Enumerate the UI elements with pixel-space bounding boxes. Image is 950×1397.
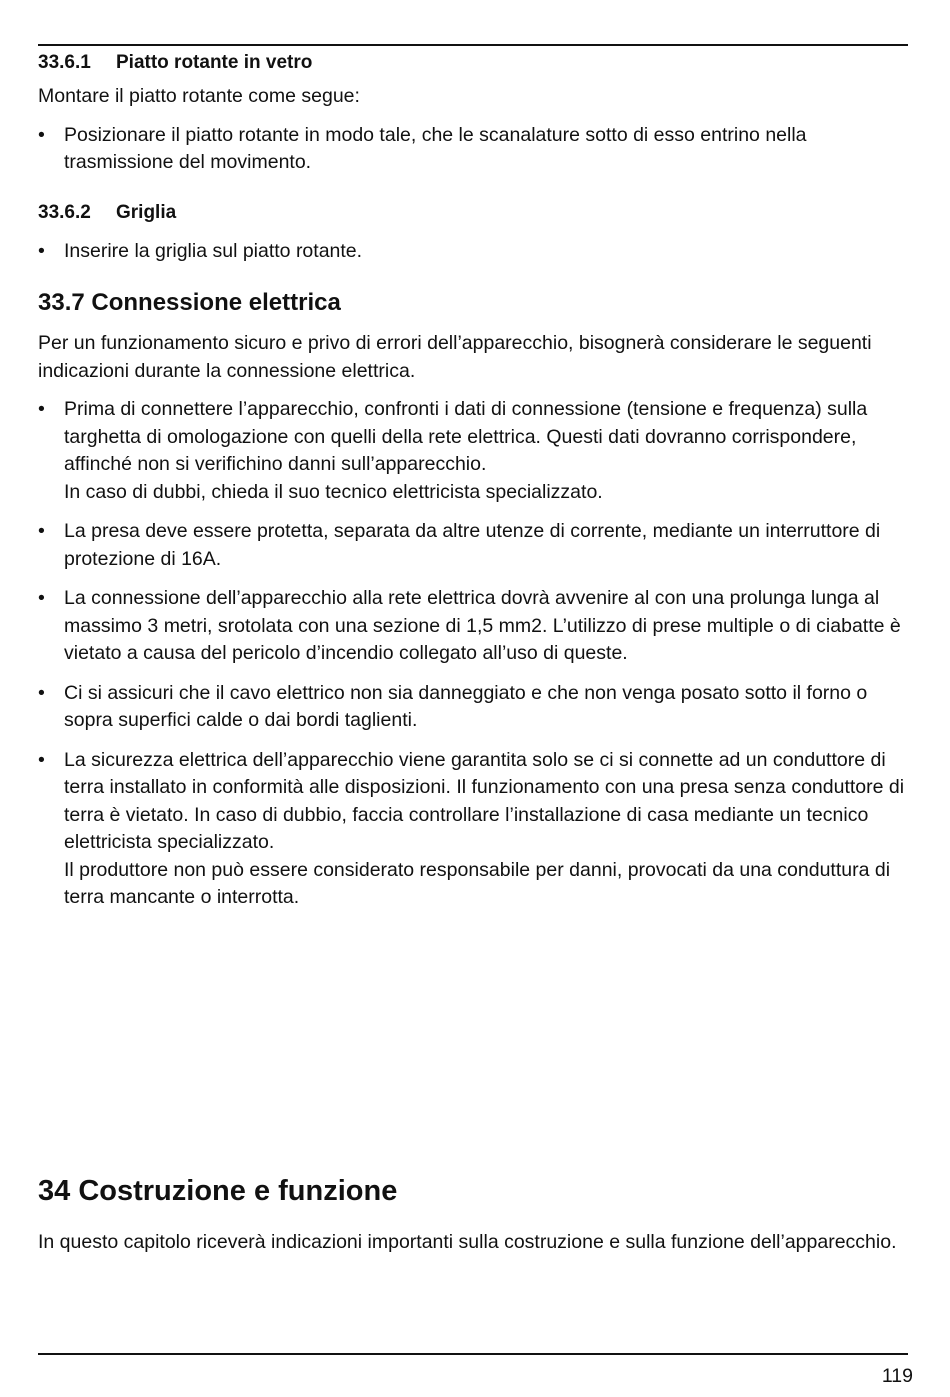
chapter-heading [38,1173,908,1209]
subsection-title: Griglia [116,202,177,223]
section-intro: Montare il piatto rotante come segue: [38,85,360,107]
bullet-item [38,396,908,506]
bullet-list [38,396,908,912]
bullet-text: In caso di dubbi, chieda il suo tecnico elettricista specializzato. [64,480,603,503]
section-33-7 [38,288,908,924]
bullet-text: La connessione dell’apparecchio alla rete elettrica dovrà avvenire al con una prolunga lunga al massimo 3 metri, srotolata con una sezione di 1,5 mm2. L’utilizzo di prese multiple o di ciabatte è vietato a causa del pericolo d’incendio collegato all’uso di queste. [64,587,901,664]
bullet-text: La presa deve essere protetta, separata da altre utenze di corrente, mediante un interruttore di protezione di 16A. [64,520,881,570]
bullet-dot: • [38,748,45,771]
header-rule [38,44,908,46]
bullet-list [38,122,908,177]
bullet-dot: • [38,681,45,704]
chapter-34 [38,1173,908,1257]
bullet-text: La sicurezza elettrica dell’apparecchio viene garantita solo se ci si connette ad un conduttore di terra installato in conformità alle disposizioni. Il funzionamento con una presa senza conduttore di terra è vietato. In caso di dubbio, faccia controllare l’installazione di casa mediante un tecnico elettricista specializzato. [64,748,905,853]
chapter-title: Costruzione e funzione [78,1175,398,1207]
subsection-number: 33.6.2 [38,202,91,223]
bullet-item [38,518,908,573]
bullet-dot: • [38,398,45,420]
subsection-heading [38,51,908,75]
section-heading [38,288,908,318]
page-number: 119 [881,1365,913,1387]
section-33-6-1 [38,51,908,189]
section-number: 33.7 [38,289,85,316]
bullet-text: Il produttore non può essere considerato responsabile per danni, provocati da una conduttura di terra mancante o interrotta. [64,858,891,908]
subsection-title: Piatto rotante in vetro [116,52,313,73]
section-33-6-2 [38,201,908,278]
subsection-heading [38,201,908,225]
chapter-intro: In questo capitolo riceverà indicazioni importanti sulla costruzione e sulla funzione dell’apparecchio. [38,1231,897,1253]
bullet-dot: • [38,520,45,542]
bullet-text: Ci si assicuri che il cavo elettrico non sia danneggiato e che non venga posato sotto il forno o sopra superfici calde o dai bordi taglienti. [64,681,868,731]
bullet-item [38,238,908,266]
bullet-dot: • [38,587,45,609]
bullet-list [38,238,908,266]
bullet-item [38,585,908,668]
subsection-number: 33.6.1 [38,52,91,73]
bullet-item [38,747,908,912]
bullet-text: Prima di connettere l’apparecchio, confronti i dati di connessione (tensione e frequenza) sulla targhetta di omologazione con quelli della rete elettrica. Questi dati dovranno corrispondere, affinché non si verifichino danni sull’apparecchio. [64,398,868,475]
section-intro: Per un funzionamento sicuro e privo di errori dell’apparecchio, bisognerà considerare le seguenti indicazioni durante la connessione elettrica. [38,332,872,382]
chapter-number: 34 [38,1175,71,1207]
bullet-item [38,680,908,735]
bullet-item [38,122,908,177]
footer-rule [38,1353,908,1355]
bullet-text: Inserire la griglia sul piatto rotante. [64,240,363,262]
section-title: Connessione elettrica [91,289,341,316]
bullet-text: Posizionare il piatto rotante in modo tale, che le scanalature sotto di esso entrino nella trasmissione del movimento. [64,123,807,173]
bullet-dot: • [38,240,45,262]
bullet-dot: • [38,123,45,146]
